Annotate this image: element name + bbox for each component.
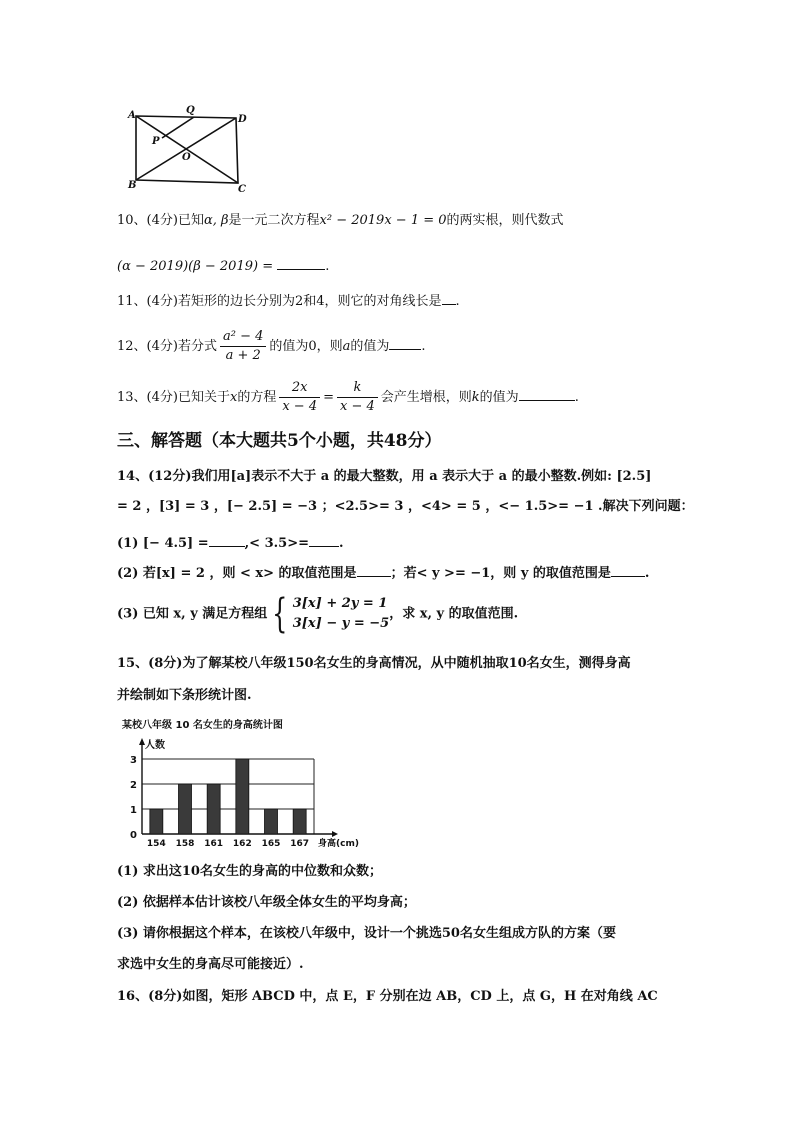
q12-suffix: 的值为 <box>350 339 390 354</box>
q15-line2: 并绘制如下条形统计图. <box>117 688 252 703</box>
q14-p2-end: . <box>644 566 650 581</box>
answer-blank[interactable] <box>309 532 339 547</box>
y-axis-label: 人数 <box>145 740 165 751</box>
q13-var-k: k <box>471 390 480 405</box>
question-10-expression <box>117 255 329 277</box>
q15-part2: (2) 依据样本估计该校八年级全体女生的平均身高； <box>117 895 416 910</box>
q13-end: . <box>574 390 579 405</box>
label-q: Q <box>186 105 195 116</box>
q14-part2 <box>117 562 649 584</box>
q14-p3-prefix: (3) 已知 x, y 满足方程组 <box>117 606 268 622</box>
x-axis-label: 身高(cm) <box>318 839 359 848</box>
q16-line1: 16、(8分)如图，矩形 ABCD 中，点 E，F 分别在边 AB，CD 上，点 G，H 在对角线 AC <box>117 989 658 1004</box>
x-tick-label: 161 <box>204 839 224 848</box>
label-c: C <box>238 184 246 195</box>
equation-system <box>293 594 389 634</box>
q13-rhs-den: x − 4 <box>340 399 375 414</box>
system-line-1: 3[x] + 2y = 1 <box>292 596 388 611</box>
x-axis-arrow <box>332 831 338 837</box>
label-b: B <box>128 180 137 191</box>
q12-mid: 的值为0，则 <box>269 339 343 354</box>
bar <box>236 759 249 834</box>
q10-vars: α, β <box>203 213 229 228</box>
q12-numerator: a² − 4 <box>220 328 266 347</box>
q11-end: . <box>455 294 460 309</box>
q12-var: a <box>342 339 351 354</box>
q10-mid: 是一元二次方程 <box>228 213 320 228</box>
answer-blank[interactable] <box>277 255 325 270</box>
bar <box>265 809 278 834</box>
answer-blank[interactable] <box>209 532 245 547</box>
y-tick-label: 2 <box>130 780 137 791</box>
diagonal-bd <box>136 118 236 180</box>
chart-title: 某校八年级 10 名女生的身高统计图 <box>122 720 283 731</box>
q13-lhs-num: 2x <box>279 379 320 398</box>
q14-part1 <box>117 532 344 554</box>
bar <box>207 784 220 834</box>
q12-prefix: 12、(4分)若分式 <box>117 339 217 354</box>
q13-lhs-den: x − 4 <box>282 399 318 414</box>
q14-part3 <box>117 591 519 637</box>
y-tick-label: 0 <box>130 830 137 841</box>
q10-suffix: 的两实根，则代数式 <box>446 213 564 228</box>
bar <box>179 784 192 834</box>
answer-blank[interactable] <box>389 335 421 350</box>
q14-p3-suffix: ，求 x, y 的取值范围. <box>389 606 519 622</box>
q14-p1-prefix: (1) [− 4.5] = <box>117 536 209 551</box>
q15-part1: (1) 求出这10名女生的身高的中位数和众数； <box>117 864 382 879</box>
q11-text: 11、(4分)若矩形的边长分别为2和4，则它的对角线长是 <box>117 294 442 309</box>
q13-var-x: x <box>229 390 238 405</box>
label-p: P <box>152 136 160 147</box>
q10-prefix: 10、(4分)已知 <box>117 213 204 228</box>
system-line-2: 3[x] − y = −5 <box>292 616 390 631</box>
answer-blank[interactable] <box>519 386 575 401</box>
question-11 <box>117 290 460 312</box>
q12-denominator: a + 2 <box>225 348 261 363</box>
q13-lhs-fraction <box>279 379 320 416</box>
q10-expression: (α − 2019)(β − 2019) = <box>117 259 274 274</box>
q13-suffix: 的值为 <box>479 390 519 405</box>
q15-line1: 15、(8分)为了解某校八年级150名女生的身高情况，从中随机抽取10名女生，测得身高 <box>117 656 631 671</box>
y-tick-label: 1 <box>130 805 137 816</box>
rectangle-figure <box>122 100 262 196</box>
q10-equation: x² − 2019x − 1 = 0 <box>319 213 447 228</box>
q13-mid: 的方程 <box>237 390 277 405</box>
question-10 <box>117 211 564 231</box>
x-tick-label: 154 <box>146 839 166 848</box>
label-a: A <box>128 110 136 121</box>
q15-part3-line1: (3) 请你根据这个样本，在该校八年级中，设计一个挑选50名女生组成方队的方案（要 <box>117 926 616 941</box>
q13-rhs-fraction <box>337 379 378 416</box>
segment-pq <box>162 117 194 138</box>
question-12 <box>117 327 426 367</box>
bar <box>150 809 163 834</box>
section-heading: 三、解答题（本大题共5个小题，共48分） <box>117 431 442 451</box>
q13-equals: = <box>323 390 334 405</box>
bar <box>293 809 306 834</box>
q13-rhs-num: k <box>337 379 378 398</box>
q14-p1-end: . <box>339 536 344 551</box>
q12-fraction <box>220 328 266 365</box>
label-d: D <box>238 114 247 125</box>
question-13 <box>117 378 579 418</box>
q12-end: . <box>421 339 426 354</box>
q14-p1-mid: ,< 3.5>= <box>244 536 309 551</box>
answer-blank[interactable] <box>611 562 645 577</box>
answer-blank[interactable] <box>442 290 456 305</box>
q10-end: . <box>325 259 330 274</box>
q14-p2-mid: ；若< y >= −1，则 y 的取值范围是 <box>390 566 611 581</box>
system-brace: { <box>272 591 288 637</box>
q14-line1: 14、(12分)我们用[a]表示不大于 a 的最大整数，用 a 表示大于 a 的最小整数.例如: [2.5] <box>117 469 652 484</box>
label-o: O <box>182 152 191 163</box>
answer-blank[interactable] <box>357 562 391 577</box>
x-tick-label: 165 <box>261 839 281 848</box>
q14-p2-prefix: (2) 若[x] = 2 ，则 < x> 的取值范围是 <box>117 566 357 581</box>
x-tick-label: 167 <box>290 839 310 848</box>
q13-prefix: 13、(4分)已知关于 <box>117 390 230 405</box>
q15-part3-line2: 求选中女生的身高尽可能接近）. <box>117 957 304 972</box>
y-tick-label: 3 <box>130 755 137 766</box>
bar-chart <box>120 718 370 848</box>
q13-mid2: 会产生增根，则 <box>380 390 472 405</box>
x-tick-label: 162 <box>232 839 252 848</box>
x-tick-label: 158 <box>175 839 195 848</box>
q14-line2: = 2 ，[3] = 3 ，[− 2.5] = −3 ；<2.5>= 3 ，<4> = 5 ，<− 1.5>= −1 .解决下列问题： <box>117 499 694 514</box>
